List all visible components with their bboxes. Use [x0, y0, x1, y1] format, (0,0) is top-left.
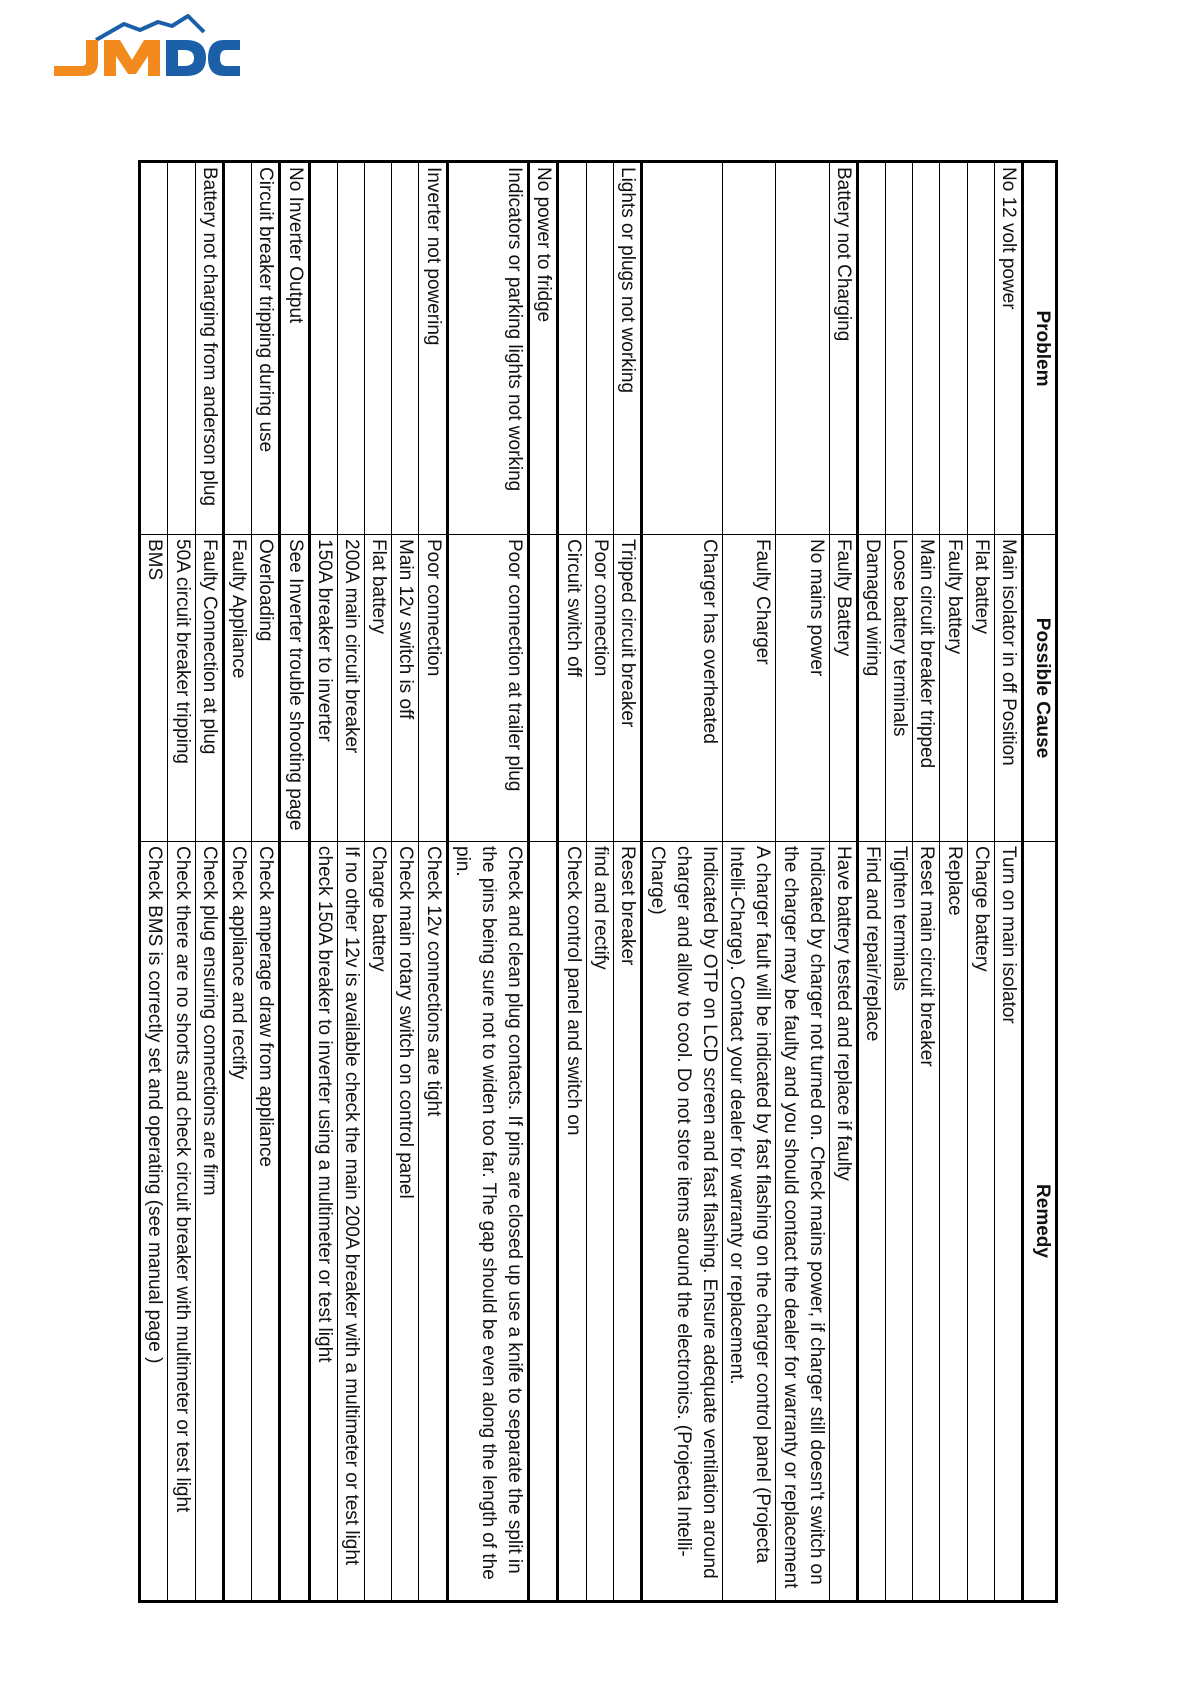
remedy-cell: If no other 12v is available check the main 200A breaker with a multimeter or test light	[337, 842, 364, 1602]
problem-cell	[776, 162, 829, 535]
table-row	[613, 162, 641, 1602]
problem-cell	[940, 162, 967, 535]
remedy-cell: Have battery tested and replace if faulty	[829, 842, 857, 1602]
problem-cell	[364, 162, 391, 535]
problem-cell	[586, 162, 613, 535]
table-row	[586, 162, 613, 1602]
problem-cell: Battery not charging from anderson plug	[195, 162, 223, 535]
problem-cell: No 12 volt power	[994, 162, 1022, 535]
troubleshooting-table-area	[138, 160, 1058, 1600]
possible-cause-cell: Faulty Battery	[829, 535, 857, 842]
remedy-cell: Check 12v connections are tight	[419, 842, 447, 1602]
remedy-cell: Check appliance and rectify	[223, 842, 251, 1602]
logo-letter-j	[54, 40, 98, 76]
remedy-cell: Reset main circuit breaker	[913, 842, 940, 1602]
possible-cause-cell: Damaged wiring	[857, 535, 885, 842]
remedy-cell: Indicated by charger not turned on. Check mains power, if charger still doesn't switch on the charger may be faulty and you should contact the dealer for warranty or replacement	[776, 842, 829, 1602]
possible-cause-cell: 200A main circuit breaker	[337, 535, 364, 842]
possible-cause-cell: BMS	[140, 535, 168, 842]
table-row	[829, 162, 857, 1602]
possible-cause-cell: Main circuit breaker tripped	[913, 535, 940, 842]
possible-cause-cell: Poor connection	[419, 535, 447, 842]
problem-cell: Lights or plugs not working	[613, 162, 641, 535]
remedy-cell	[529, 842, 558, 1602]
remedy-cell: Charge battery	[364, 842, 391, 1602]
problem-cell	[558, 162, 586, 535]
possible-cause-cell: See Inverter trouble shooting page	[280, 535, 309, 842]
remedy-cell: Charge battery	[967, 842, 994, 1602]
remedy-cell: Check amperage draw from appliance	[252, 842, 280, 1602]
possible-cause-cell: Circuit switch off	[558, 535, 586, 842]
possible-cause-cell: Overloading	[252, 535, 280, 842]
mountain-outline	[96, 16, 204, 40]
possible-cause-cell: 50A circuit breaker tripping	[168, 535, 195, 842]
remedy-cell: Indicated by OTP on LCD screen and fast flashing. Ensure adequate ventilation around charger and allow to cool. Do not store items around the electronics. (Projecta Intelli-Charge)	[642, 842, 723, 1602]
remedy-cell: Turn on main isolator	[994, 842, 1022, 1602]
table-row	[195, 162, 223, 1602]
table-row	[642, 162, 723, 1602]
possible-cause-cell: No mains power	[776, 535, 829, 842]
table-row	[309, 162, 337, 1602]
table-row	[558, 162, 586, 1602]
problem-cell	[140, 162, 168, 535]
remedy-cell: Check BMS is correctly set and operating (see manual page )	[140, 842, 168, 1602]
problem-cell	[967, 162, 994, 535]
possible-cause-cell: Poor connection at trailer plug	[447, 535, 529, 842]
table-row	[722, 162, 775, 1602]
table-row	[419, 162, 447, 1602]
table-row	[364, 162, 391, 1602]
header-possible-cause: Possible Cause	[1023, 535, 1057, 842]
possible-cause-cell: Poor connection	[586, 535, 613, 842]
possible-cause-cell: Flat battery	[364, 535, 391, 842]
possible-cause-cell	[529, 535, 558, 842]
possible-cause-cell: 150A breaker to inverter	[309, 535, 337, 842]
table-row	[967, 162, 994, 1602]
problem-cell	[722, 162, 775, 535]
problem-cell	[392, 162, 419, 535]
problem-cell	[309, 162, 337, 535]
problem-cell: Battery not Charging	[829, 162, 857, 535]
mdc-logo	[54, 10, 240, 86]
logo-letter-c	[208, 40, 240, 76]
remedy-cell: Tighten terminals	[885, 842, 912, 1602]
table-row	[252, 162, 280, 1602]
problem-cell	[857, 162, 885, 535]
possible-cause-cell: Loose battery terminals	[885, 535, 912, 842]
table-row	[529, 162, 558, 1602]
table-row	[776, 162, 829, 1602]
table-row	[168, 162, 195, 1602]
remedy-cell: Check control panel and switch on	[558, 842, 586, 1602]
possible-cause-cell: Tripped circuit breaker	[613, 535, 641, 842]
remedy-cell: check 150A breaker to inverter using a multimeter or test light	[309, 842, 337, 1602]
table-row	[940, 162, 967, 1602]
remedy-cell	[280, 842, 309, 1602]
possible-cause-cell: Main isolator in off Position	[994, 535, 1022, 842]
possible-cause-cell: Main 12v switch is off	[392, 535, 419, 842]
remedy-cell: Find and repair/replace	[857, 842, 885, 1602]
possible-cause-cell: Charger has overheated	[642, 535, 723, 842]
problem-cell: Inverter not powering	[419, 162, 447, 535]
remedy-cell: Reset breaker	[613, 842, 641, 1602]
possible-cause-cell: Faulty Appliance	[223, 535, 251, 842]
problem-cell: No Inverter Output	[280, 162, 309, 535]
logo-letter-d	[166, 40, 206, 76]
possible-cause-cell: Faulty Charger	[722, 535, 775, 842]
possible-cause-cell: Faulty Connection at plug	[195, 535, 223, 842]
header-remedy: Remedy	[1023, 842, 1057, 1602]
table-row	[994, 162, 1022, 1602]
possible-cause-cell: Faulty battery	[940, 535, 967, 842]
problem-cell: Indicators or parking lights not working	[447, 162, 529, 535]
header-problem: Problem	[1023, 162, 1057, 535]
problem-cell: Circuit breaker tripping during use	[252, 162, 280, 535]
table-row	[857, 162, 885, 1602]
problem-cell: No power to fridge	[529, 162, 558, 535]
remedy-cell: Check plug ensuring connections are firm	[195, 842, 223, 1602]
remedy-cell: A charger fault will be indicated by fast flashing on the charger control panel (Projecta Intelli-Charge). Contact your dealer for warranty or replacement.	[722, 842, 775, 1602]
remedy-cell: Check main rotary switch on control panel	[392, 842, 419, 1602]
table-row	[885, 162, 912, 1602]
remedy-cell: Check there are no shorts and check circuit breaker with multimeter or test light	[168, 842, 195, 1602]
table-row	[223, 162, 251, 1602]
problem-cell	[337, 162, 364, 535]
remedy-cell: Check and clean plug contacts. If pins are closed up use a knife to separate the split in the pins being sure not to widen too far. The gap should be even along the length of the pin.	[447, 842, 529, 1602]
remedy-cell: find and rectify	[586, 842, 613, 1602]
table-row	[140, 162, 168, 1602]
problem-cell	[913, 162, 940, 535]
problem-cell	[885, 162, 912, 535]
possible-cause-cell: Flat battery	[967, 535, 994, 842]
table-row	[280, 162, 309, 1602]
table-row	[392, 162, 419, 1602]
table-row	[337, 162, 364, 1602]
logo-letter-m	[104, 40, 160, 76]
remedy-cell: Replace	[940, 842, 967, 1602]
problem-cell	[223, 162, 251, 535]
table-row	[913, 162, 940, 1602]
problem-cell	[168, 162, 195, 535]
troubleshooting-table	[138, 160, 1058, 1603]
problem-cell	[642, 162, 723, 535]
table-row	[447, 162, 529, 1602]
